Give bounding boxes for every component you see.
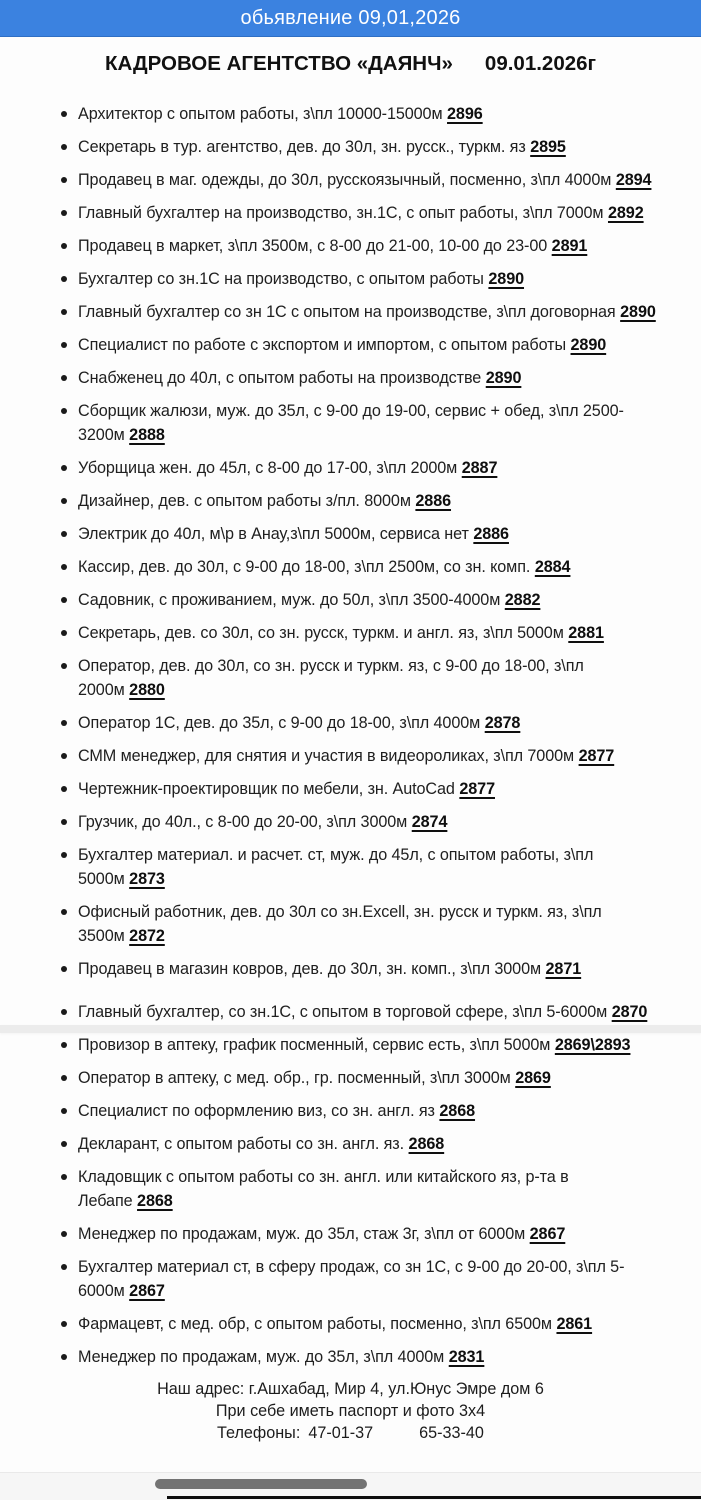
job-text: Провизор в аптеку, график посменный, сервис есть, з\пл 5000м bbox=[78, 1036, 551, 1054]
job-ref: 2880 bbox=[129, 681, 165, 699]
job-text: СММ менеджер, для снятия и участия в видеороликах, з\пл 7000м bbox=[78, 747, 575, 765]
job-ref: 2872 bbox=[129, 927, 165, 945]
list-item bbox=[58, 489, 663, 513]
list-item bbox=[58, 711, 663, 735]
bullet-icon bbox=[61, 210, 67, 216]
job-ref: 2878 bbox=[484, 714, 521, 732]
list-item bbox=[58, 1000, 663, 1024]
list-item bbox=[58, 300, 663, 324]
address-line: Наш адрес: г.Ашхабад, Мир 4, ул.Юнус Эмре дом 6 bbox=[157, 1380, 544, 1398]
job-ref: 2874 bbox=[411, 813, 448, 831]
bullet-icon bbox=[61, 465, 67, 471]
list-item bbox=[58, 399, 663, 447]
job-list bbox=[0, 94, 701, 1369]
list-item bbox=[58, 201, 663, 225]
phone-number-1: 47-01-37 bbox=[308, 1424, 374, 1442]
bullet-icon bbox=[61, 1231, 67, 1237]
list-item bbox=[58, 588, 663, 612]
job-ref: 2892 bbox=[607, 204, 644, 222]
bullet-icon bbox=[61, 564, 67, 570]
job-ref: 2868 bbox=[439, 1102, 476, 1120]
phones-line bbox=[0, 1422, 701, 1444]
job-text: Оператор в аптеку, с мед. обр., гр. посменный, з\пл 3000м bbox=[78, 1069, 511, 1087]
list-item bbox=[58, 135, 663, 159]
app-title-bar bbox=[0, 0, 701, 37]
job-ref: 2890 bbox=[485, 369, 522, 387]
footer bbox=[0, 1378, 701, 1444]
bullet-icon bbox=[61, 375, 67, 381]
job-text: Чертежник-проектировщик по мебели, зн. AutoCad bbox=[78, 780, 455, 798]
bullet-icon bbox=[61, 177, 67, 183]
job-ref: 2870 bbox=[611, 1003, 648, 1021]
job-text: Главный бухгалтер, со зн.1С, с опытом в торговой сфере, з\пл 5-6000м bbox=[78, 1003, 608, 1021]
job-text: Оператор, дев. до 30л, со зн. русск и туркм. яз, с 9-00 до 18-00, з\пл 2000м bbox=[78, 657, 584, 699]
job-ref: 2871 bbox=[545, 960, 582, 978]
job-ref: 2831 bbox=[448, 1348, 485, 1366]
bullet-icon bbox=[61, 111, 67, 117]
job-text: Секретарь в тур. агентство, дев. до 30л, зн. русск., туркм. яз bbox=[78, 138, 526, 156]
job-ref: 2877 bbox=[459, 780, 495, 798]
bullet-icon bbox=[61, 144, 67, 150]
list-item bbox=[58, 1099, 663, 1123]
job-ref: 2890 bbox=[570, 336, 607, 354]
job-text: Сборщик жалюзи, муж. до 35л, с 9-00 до 19-00, сервис + обед, з\пл 2500-3200м bbox=[78, 402, 624, 444]
job-ref: 2895 bbox=[530, 138, 566, 156]
bullet-icon bbox=[61, 720, 67, 726]
job-text: Специалист по работе с экспортом и импортом, с опытом работы bbox=[78, 336, 566, 354]
bullet-icon bbox=[61, 408, 67, 414]
app-bar-title: обьявление 09,01,2026 bbox=[240, 6, 461, 29]
job-text: Архитектор с опытом работы, з\пл 10000-15000м bbox=[78, 105, 443, 123]
bullet-icon bbox=[61, 1009, 67, 1015]
list-item bbox=[58, 1312, 663, 1336]
list-item bbox=[58, 744, 663, 768]
list-item bbox=[58, 102, 663, 126]
list-item bbox=[58, 1066, 663, 1090]
job-text: Главный бухгалтер со зн 1С с опытом на производстве, з\пл договорная bbox=[78, 303, 616, 321]
job-text: Грузчик, до 40л., с 8-00 до 20-00, з\пл 3000м bbox=[78, 813, 408, 831]
list-item bbox=[58, 168, 663, 192]
bullet-icon bbox=[61, 342, 67, 348]
scroll-indicator[interactable] bbox=[155, 1479, 367, 1489]
bullet-icon bbox=[61, 243, 67, 249]
job-text: Офисный работник, дев. до 30л со зн.Excell, зн. русск и туркм. яз, з\пл 3500м bbox=[78, 903, 602, 945]
list-item bbox=[58, 654, 663, 702]
job-text: Бухгалтер материал. и расчет. ст, муж. до 45л, с опытом работы, з\пл 5000м bbox=[78, 846, 594, 888]
bullet-icon bbox=[61, 1108, 67, 1114]
list-item bbox=[58, 1345, 663, 1369]
job-ref: 2861 bbox=[556, 1315, 593, 1333]
job-ref: 2868 bbox=[408, 1135, 445, 1153]
bullet-icon bbox=[61, 309, 67, 315]
job-ref: 2891 bbox=[551, 237, 588, 255]
bullet-icon bbox=[61, 1075, 67, 1081]
job-ref: 2886 bbox=[415, 492, 452, 510]
job-text: Кладовщик с опытом работы со зн. англ. или китайского яз, р-та в Лебапе bbox=[78, 1168, 569, 1210]
job-text: Снабженец до 40л, с опытом работы на производстве bbox=[78, 369, 482, 387]
bullet-icon bbox=[61, 531, 67, 537]
list-item bbox=[58, 1165, 663, 1213]
job-text: Секретарь, дев. со 30л, со зн. русск, туркм. и англ. яз, з\пл 5000м bbox=[78, 624, 564, 642]
bullet-icon bbox=[61, 966, 67, 972]
job-ref: 2867 bbox=[529, 1225, 566, 1243]
bullet-icon bbox=[61, 909, 67, 915]
list-item bbox=[58, 522, 663, 546]
job-ref: 2869 bbox=[515, 1069, 551, 1087]
job-text: Садовник, с проживанием, муж. до 50л, з\пл 3500-4000м bbox=[78, 591, 501, 609]
bullet-icon bbox=[61, 1264, 67, 1270]
bottom-bar bbox=[0, 1472, 701, 1500]
job-ref: 2890 bbox=[620, 303, 656, 321]
list-item bbox=[58, 1222, 663, 1246]
bullet-icon bbox=[61, 597, 67, 603]
list-item bbox=[58, 900, 663, 948]
list-item bbox=[58, 957, 663, 981]
bullet-icon bbox=[61, 663, 67, 669]
bullet-icon bbox=[61, 276, 67, 282]
job-text: Продавец в магазин ковров, дев. до 30л, зн. комп., з\пл 3000м bbox=[78, 960, 541, 978]
bullet-icon bbox=[61, 498, 67, 504]
list-item bbox=[58, 234, 663, 258]
bullet-icon bbox=[61, 852, 67, 858]
page-title bbox=[30, 50, 671, 78]
bullet-icon bbox=[61, 1321, 67, 1327]
title-date: 09.01.2026г bbox=[484, 52, 597, 75]
job-text: Кассир, дев. до 30л, с 9-00 до 18-00, з\пл 2500м, со зн. комп. bbox=[78, 558, 531, 576]
list-item bbox=[58, 267, 663, 291]
job-ref: 2886 bbox=[473, 525, 509, 543]
bullet-icon bbox=[61, 630, 67, 636]
job-text: Специалист по оформлению виз, со зн. англ. яз bbox=[78, 1102, 435, 1120]
note-line: При себе иметь паспорт и фото 3х4 bbox=[215, 1402, 486, 1420]
list-item bbox=[58, 366, 663, 390]
job-ref: 2890 bbox=[488, 270, 525, 288]
list-item bbox=[58, 1033, 663, 1057]
job-text: Декларант, с опытом работы со зн. англ. яз. bbox=[78, 1135, 405, 1153]
job-ref: 2887 bbox=[461, 459, 498, 477]
job-ref: 2896 bbox=[447, 105, 483, 123]
list-item bbox=[58, 1255, 663, 1303]
list-item bbox=[58, 555, 663, 579]
job-ref: 2867 bbox=[129, 1282, 165, 1300]
list-item bbox=[58, 810, 663, 834]
job-text: Бухгалтер со зн.1С на производство, с опытом работы bbox=[78, 270, 484, 288]
bullet-icon bbox=[61, 819, 67, 825]
list-item bbox=[58, 333, 663, 357]
job-text: Продавец в маркет, з\пл 3500м, с 8-00 до 21-00, 10-00 до 23-00 bbox=[78, 237, 548, 255]
list-item bbox=[58, 1132, 663, 1156]
job-text: Продавец в маг. одежды, до 30л, русскоязычный, посменно, з\пл 4000м bbox=[78, 171, 612, 189]
job-text: Уборщица жен. до 45л, с 8-00 до 17-00, з\пл 2000м bbox=[78, 459, 458, 477]
job-ref: 2873 bbox=[129, 870, 165, 888]
phones-label: Телефоны: bbox=[217, 1424, 301, 1442]
job-ref: 2881 bbox=[568, 624, 604, 642]
job-text: Менеджер по продажам, муж. до 35л, стаж 3г, з\пл от 6000м bbox=[78, 1225, 526, 1243]
job-ref: 2884 bbox=[534, 558, 571, 576]
job-ref: 2888 bbox=[129, 426, 165, 444]
job-ref: 2868 bbox=[137, 1192, 173, 1210]
bullet-icon bbox=[61, 1141, 67, 1147]
section-divider bbox=[0, 1025, 701, 1033]
bullet-icon bbox=[61, 753, 67, 759]
job-ref: 2869\2893 bbox=[554, 1036, 631, 1054]
bullet-icon bbox=[61, 1354, 67, 1360]
job-text: Электрик до 40л, м\р в Анау,з\пл 5000м, сервиса нет bbox=[78, 525, 469, 543]
bullet-icon bbox=[61, 1174, 67, 1180]
job-text: Бухгалтер материал ст, в сферу продаж, со зн 1С, с 9-00 до 20-00, з\пл 5-6000м bbox=[78, 1258, 625, 1300]
job-ref: 2877 bbox=[578, 747, 615, 765]
job-ref: 2882 bbox=[504, 591, 541, 609]
job-text: Фармацевт, с мед. обр, с опытом работы, посменно, з\пл 6500м bbox=[78, 1315, 552, 1333]
job-text: Менеджер по продажам, муж. до 35л, з\пл 4000м bbox=[78, 1348, 445, 1366]
list-item bbox=[58, 843, 663, 891]
bullet-icon bbox=[61, 1042, 67, 1048]
job-text: Главный бухгалтер на производство, зн.1С, с опыт работы, з\пл 7000м bbox=[78, 204, 604, 222]
job-ref: 2894 bbox=[615, 171, 652, 189]
job-text: Дизайнер, дев. с опытом работы з/пл. 8000м bbox=[78, 492, 411, 510]
gesture-bar bbox=[167, 1496, 701, 1499]
job-text: Оператор 1С, дев. до 35л, с 9-00 до 18-00, з\пл 4000м bbox=[78, 714, 481, 732]
bullet-icon bbox=[61, 786, 67, 792]
list-item bbox=[58, 456, 663, 480]
agency-name: КАДРОВОЕ АГЕНТСТВО «ДАЯНЧ» bbox=[104, 52, 453, 75]
list-item bbox=[58, 777, 663, 801]
phone-number-2: 65-33-40 bbox=[419, 1424, 484, 1442]
list-item bbox=[58, 621, 663, 645]
